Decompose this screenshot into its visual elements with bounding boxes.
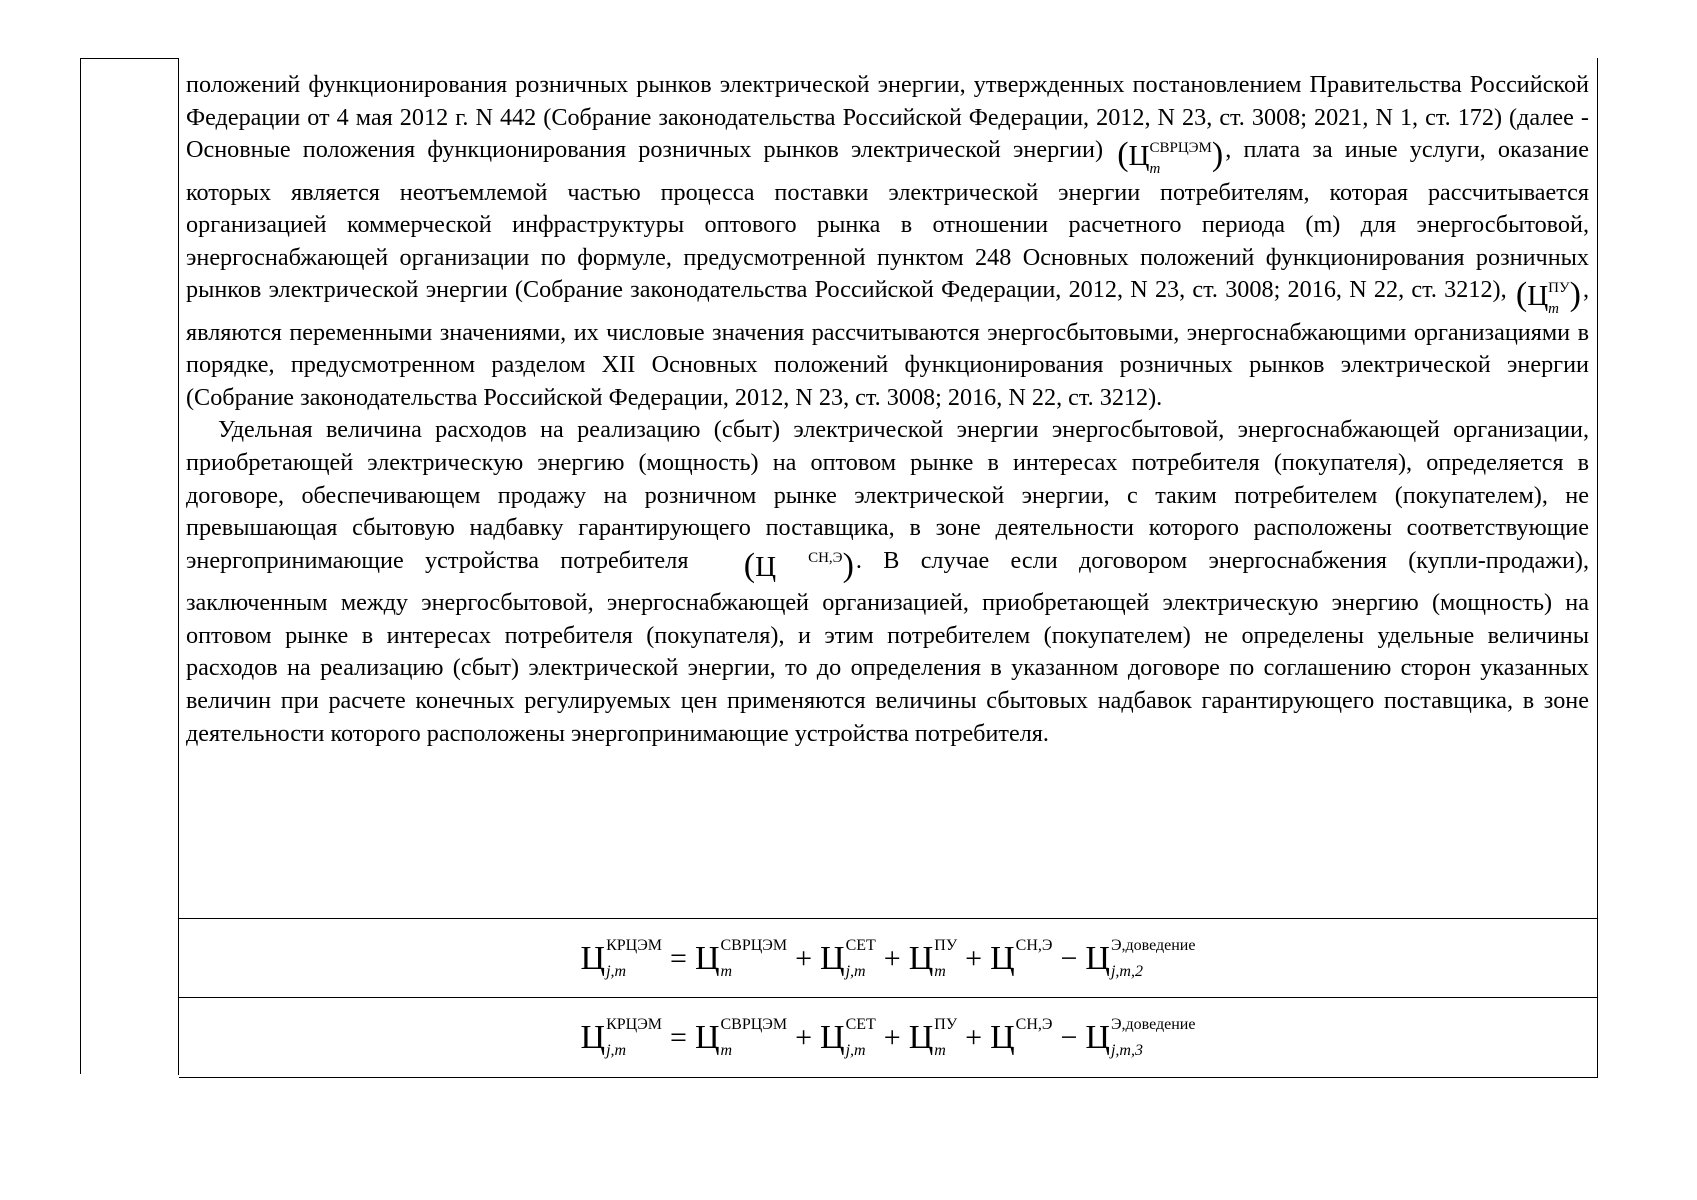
paragraph-2-part-a: Удельная величина расходов на реализацию (сбыт) электрической энергии энергосбытовой, энергоснабжающей организации, приобретающей электрическую энергию (мощность) на оптовом рынке в интересах потребителя (покупателя), определяется в договоре, обеспечивающем продажу на розничном рынке электрической энергии, с таким потребителем (покупателем), не превышающая сбытовую надбавку гарантирующего поставщика, в зоне деятельности которого расположены соответствующие энергопринимающие устройства потребителя [186, 416, 1589, 574]
formula-2-lhs: Ц КРЦЭМ j,m [580, 1015, 663, 1059]
formula-1 [581, 938, 1196, 980]
formula-2-term-1: Ц СВРЦЭМ m [694, 1015, 788, 1059]
document-table [80, 58, 1597, 1074]
paragraph-1-part-a: положений функционирования розничных рынков электрической энергии, утвержденных постановлением Правительства Российской Федерации от 4 мая 2012 г. N 442 (Собрание законодательства Российской Федерации, 2012, N 23, ст. 3008; 2021, N 1, ст. 172) (далее - Основные положения функционирования розничных рынков электрической энергии) [186, 71, 1589, 164]
plus-sign: + [883, 941, 901, 975]
text-cell [179, 58, 1598, 918]
formula-row-1 [179, 918, 1598, 998]
formula-2-term-3: Ц ПУ m [908, 1015, 958, 1059]
formula-2 [581, 1017, 1196, 1059]
formula-1-lhs: Ц КРЦЭМ j,m [580, 936, 663, 980]
paragraph-2 [186, 414, 1589, 750]
formula-1-term-2: Ц СЕТ j,m [820, 936, 876, 980]
text-body [186, 69, 1589, 750]
plus-sign: + [883, 1020, 901, 1054]
equals-sign: = [670, 1020, 687, 1054]
plus-sign: + [795, 941, 813, 975]
formula-row-2 [179, 997, 1598, 1078]
paragraph-1-part-b: , плата за иные услуги, оказание которых является неотъемлемой частью процесса поставки электрической энергии потребителям, которая рассчитывается организацией коммерческой инфраструктуры оптового рынка в отношении расчетного периода (m) для энергосбытовой, энергоснабжающей организации по формуле, предусмотренной пунктом 248 Основных положений функционирования розничных рынков электрической энергии (Собрание законодательства Российской Федерации, 2012, N 23, ст. 3008; 2016, N 22, ст. 3212), [186, 136, 1589, 304]
formula-1-term-4: Ц СН,Э [990, 936, 1053, 977]
right-column [179, 58, 1597, 1074]
paragraph-1-part-c: , являются переменными значениями, их числовые значения рассчитываются энергосбытовыми, энергоснабжающими организациями в порядке, предусмотренном разделом XII Основных положений функционирования розничных рынков электрической энергии (Собрание законодательства Российской Федерации, 2012, N 23, ст. 3008; 2016, N 22, ст. 3212). [186, 276, 1589, 411]
left-column-cell [81, 58, 179, 1075]
inline-formula-svrcem: (Ц СВРЦЭМ m ) [1117, 136, 1224, 177]
formula-1-term-5: Ц Э,доведение j,m,2 [1085, 936, 1196, 980]
inline-formula-sn-e: (Ц СН,Э ) [743, 546, 854, 584]
plus-sign: + [965, 941, 983, 975]
formula-2-term-4: Ц СН,Э [990, 1015, 1053, 1056]
formula-1-term-1: Ц СВРЦЭМ m [694, 936, 788, 980]
paragraph-2-part-b: . В случае если договором энергоснабжения (купли-продажи), заключенным между энергосбытовой, энергоснабжающей организацией, приобретающей электрическую энергию (мощность) на оптовом рынке в интересах потребителя (покупателя), и этим потребителем (покупателем) не определены удельные величины расходов на реализацию (сбыт) электрической энергии, то до определения в указанном договоре по соглашению сторон указанных величин при расчете конечных регулируемых цен применяются величины сбытовых надбавок гарантирующего поставщика, в зоне деятельности которого расположены энергопринимающие устройства потребителя. [186, 546, 1590, 747]
formula-1-term-3: Ц ПУ m [908, 936, 958, 980]
formula-2-term-5: Ц Э,доведение j,m,3 [1085, 1015, 1196, 1059]
minus-sign: − [1060, 941, 1078, 975]
inline-formula-pu: (Ц ПУ m ) [1515, 276, 1581, 317]
plus-sign: + [965, 1020, 983, 1054]
plus-sign: + [795, 1020, 813, 1054]
formula-2-term-2: Ц СЕТ j,m [820, 1015, 876, 1059]
paragraph-1 [186, 69, 1589, 414]
equals-sign: = [670, 941, 687, 975]
minus-sign: − [1060, 1020, 1078, 1054]
